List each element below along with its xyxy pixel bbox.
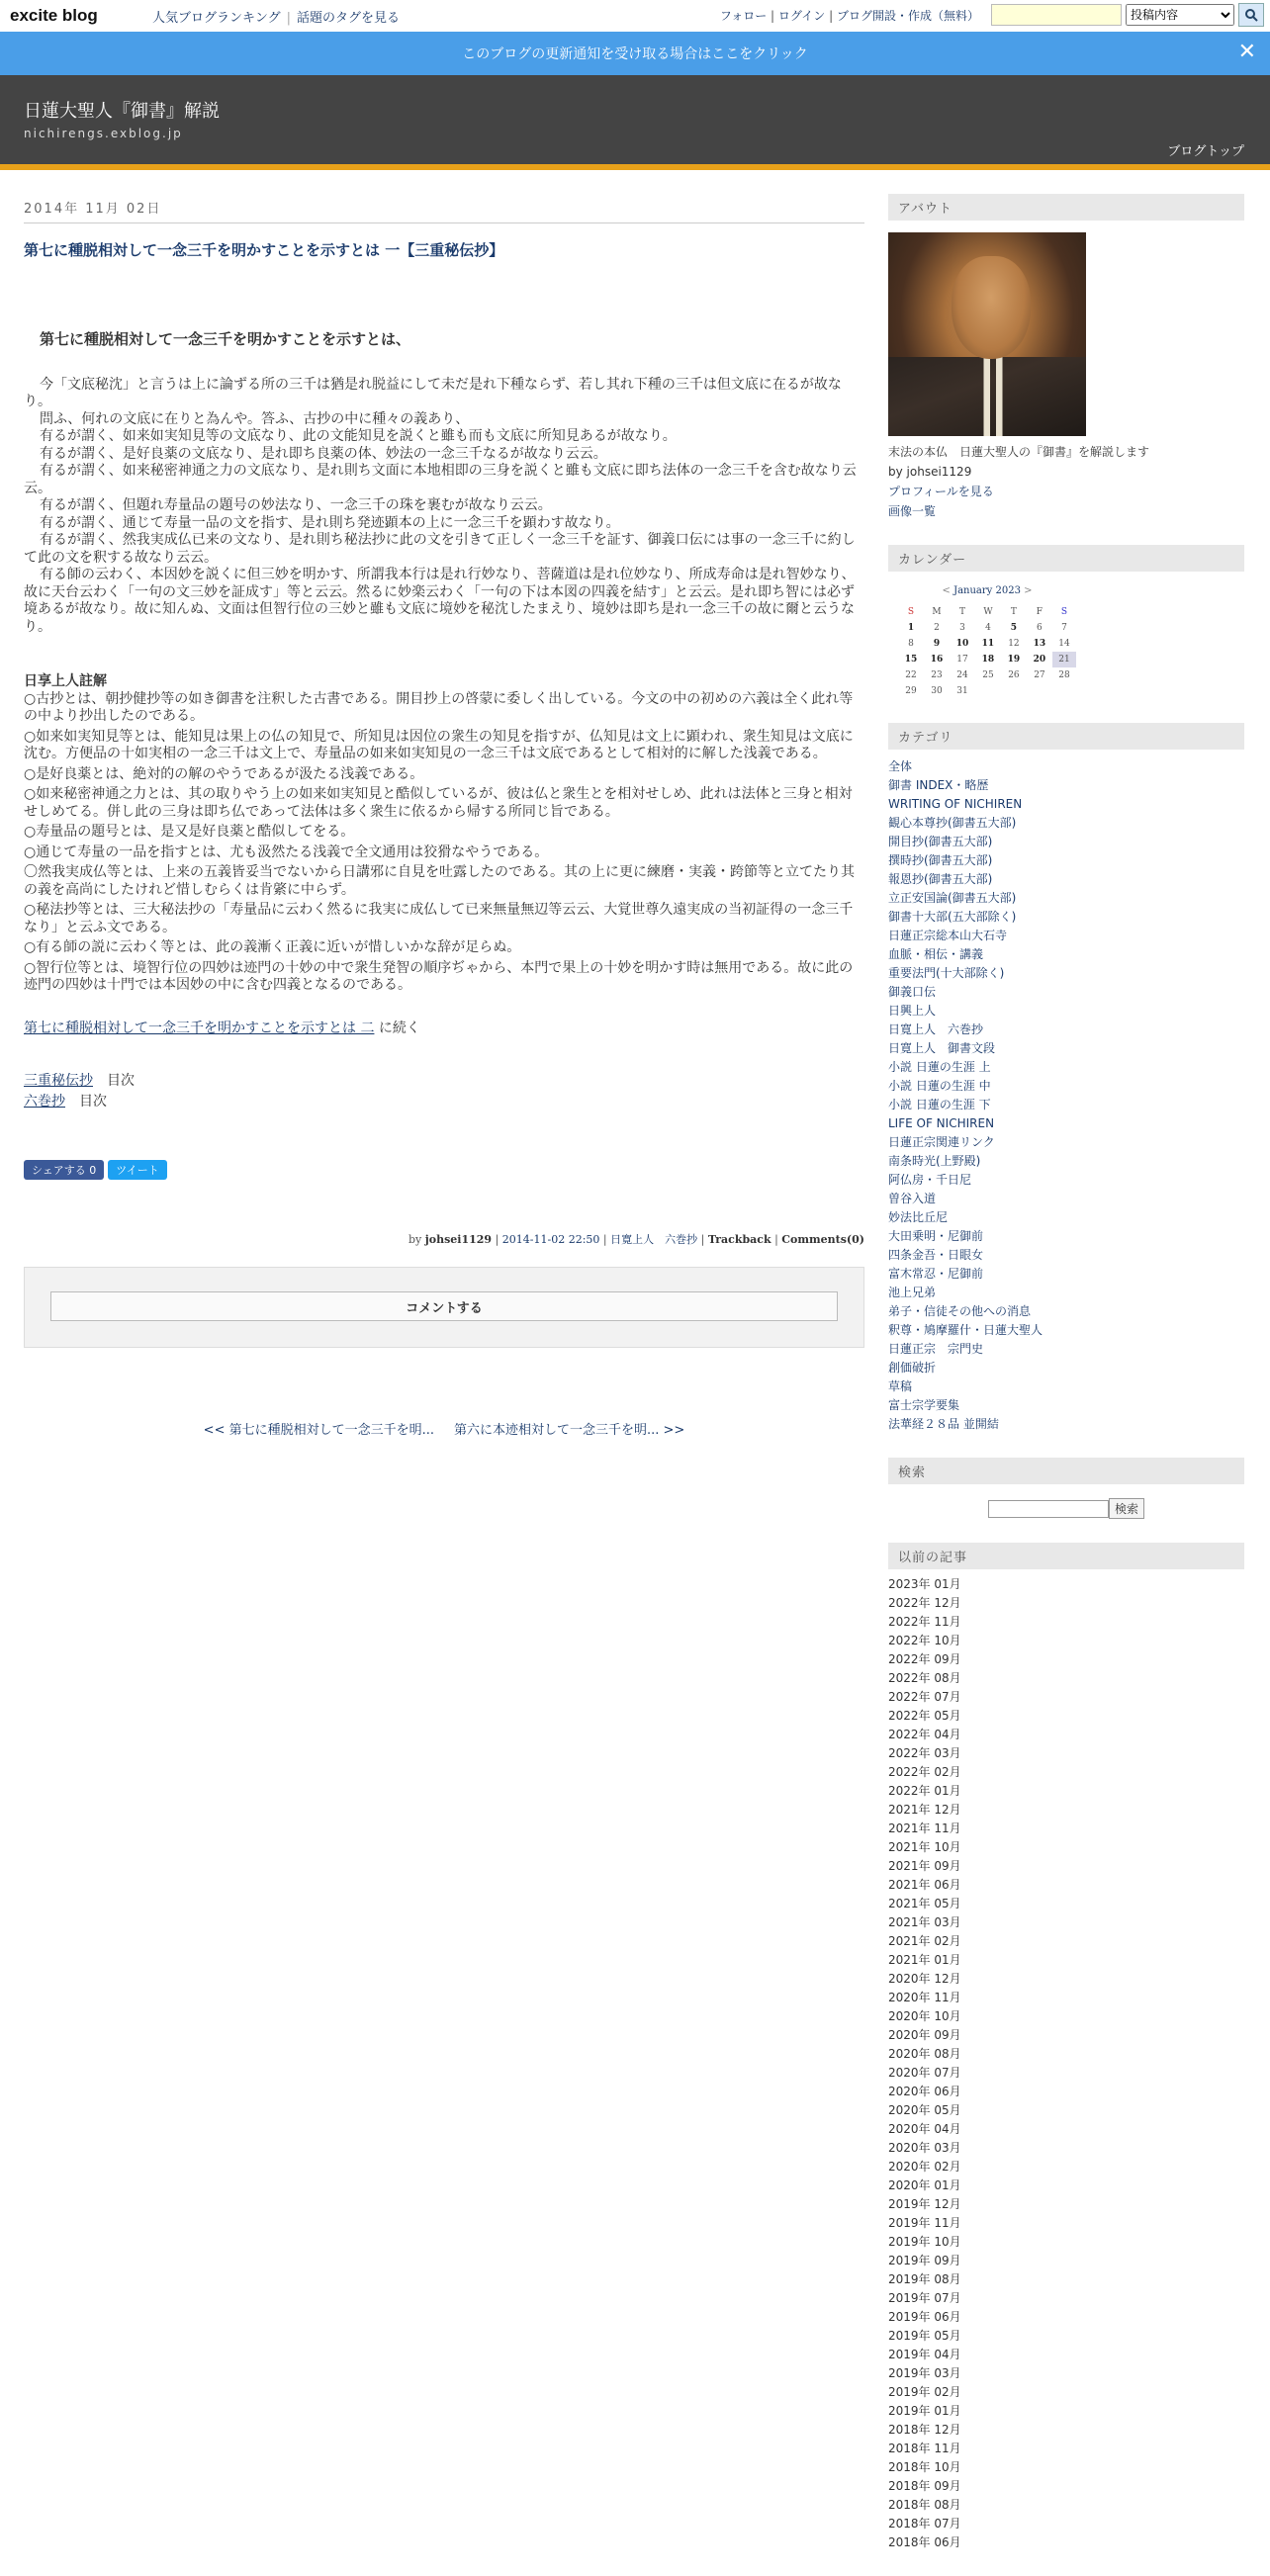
archive-item[interactable]: 2020年 06月 bbox=[888, 2085, 961, 2098]
paragraph: 有る師の云わく、本因妙を説くに但三妙を明かす、所謂我本行は是れ行妙なり、菩薩道は是れ位妙なり、所成寿命は是れ智妙なり、故に天台云わく「一句の文三妙を証成す」等と云云。然るに妙楽云わく「一句の下は本図の四義を結す」と云云。是れ即ち智には必ず境あるが故なり。故に知んぬ、文面は但智行位の三妙と雖も文底に境妙を秘沈したまえり、境妙は即ち是れ一念三千の故に爾と云うなり。 bbox=[24, 567, 856, 635]
archive-item[interactable]: 2019年 03月 bbox=[888, 2366, 961, 2380]
archive-item[interactable]: 2020年 12月 bbox=[888, 1972, 961, 1986]
sidebar-search-input[interactable] bbox=[988, 1500, 1109, 1518]
calendar-day: 3 bbox=[959, 623, 965, 633]
pager bbox=[24, 1419, 864, 1438]
archive-item[interactable]: 2018年 07月 bbox=[888, 2517, 961, 2531]
archive-item[interactable]: 2018年 10月 bbox=[888, 2460, 961, 2474]
paragraph: 有るが謂く、是好良薬の文底なり、是れ即ち良薬の体、妙法の一念三千なるが故なり云云。 bbox=[40, 445, 607, 462]
archive-box bbox=[888, 1543, 1244, 2552]
note-item: ○通じて寿量の一品を指すとは、尤も汲然たる浅義で全文通用は狡猾なやうである。 bbox=[24, 844, 549, 860]
calendar-weekday: T bbox=[1010, 607, 1017, 617]
archive-item[interactable]: 2021年 02月 bbox=[888, 1934, 961, 1948]
about-desc: 末法の本仏 日蓮大聖人の『御書』を解説します bbox=[888, 445, 1150, 459]
archive-item[interactable]: 2019年 08月 bbox=[888, 2272, 961, 2286]
archive-item[interactable]: 2020年 07月 bbox=[888, 2066, 961, 2080]
category-item[interactable]: LIFE OF NICHIREN bbox=[888, 1116, 995, 1130]
note-item: ○有る師の説に云わく等とは、此の義漸く正義に近いが惜しいかな辞が足らぬ。 bbox=[24, 939, 521, 955]
continue-link[interactable]: 第七に種脱相対して一念三千を明かすことを示すとは 二 bbox=[24, 1020, 375, 1036]
archive-title: 以前の記事 bbox=[888, 1543, 1244, 1569]
category-item[interactable]: 撰時抄(御書五大部) bbox=[888, 853, 993, 867]
archive-item[interactable]: 2021年 06月 bbox=[888, 1878, 961, 1892]
calendar-day: 28 bbox=[1058, 670, 1070, 680]
archive-item[interactable]: 2022年 03月 bbox=[888, 1746, 961, 1760]
post-body bbox=[24, 331, 864, 1112]
note-item: ○寿量品の題号とは、是又是好良薬と酷似してをる。 bbox=[24, 824, 355, 840]
archive-item[interactable]: 2020年 08月 bbox=[888, 2047, 961, 2061]
calendar-day: 12 bbox=[1008, 639, 1020, 649]
post-paragraphs bbox=[24, 377, 864, 637]
archive-item[interactable]: 2019年 07月 bbox=[888, 2291, 961, 2305]
note-item: ○是好良薬とは、絶対的の解のやうであるが汲たる浅義である。 bbox=[24, 765, 424, 782]
calendar-day[interactable]: 19 bbox=[1007, 655, 1021, 665]
archive-item[interactable]: 2022年 05月 bbox=[888, 1709, 961, 1723]
category-item[interactable]: 日興上人 bbox=[888, 1004, 937, 1018]
close-icon[interactable]: ✕ bbox=[1237, 40, 1256, 64]
category-item[interactable]: 血脈・相伝・講義 bbox=[888, 947, 984, 961]
footer-category[interactable]: 日寛上人 六巻抄 bbox=[610, 1233, 698, 1246]
archive-item[interactable]: 2022年 07月 bbox=[888, 1690, 961, 1704]
search-icon[interactable] bbox=[1238, 3, 1264, 27]
archive-item[interactable]: 2023年 01月 bbox=[888, 1577, 961, 1591]
ranking-link[interactable]: 人気ブログランキング bbox=[152, 10, 281, 26]
archive-item[interactable]: 2018年 09月 bbox=[888, 2479, 961, 2493]
category-item[interactable]: 草稿 bbox=[888, 1379, 913, 1393]
archive-item[interactable]: 2021年 09月 bbox=[888, 1859, 961, 1873]
note-item: ○智行位等とは、境智行位の四妙は迹門の十妙の中で衆生発智の順序ぢゃから、本門で果上の十妙を明かす時は無用である。故に此の迹門の四妙は十門では本因妙の中に含む四義となるのである。 bbox=[24, 959, 854, 993]
category-item[interactable]: 創価破折 bbox=[888, 1361, 937, 1375]
calendar-day: 21 bbox=[1052, 652, 1076, 667]
calendar-day: 14 bbox=[1058, 639, 1070, 649]
category-item[interactable]: 日寛上人 六巻抄 bbox=[888, 1022, 984, 1036]
blog-title[interactable]: 日蓮大聖人『御書』解説 bbox=[24, 101, 220, 122]
about-by: by johsei1129 bbox=[888, 465, 972, 479]
category-item[interactable]: 妙法比丘尼 bbox=[888, 1210, 949, 1224]
toc-link-rokkan[interactable]: 六巻抄 bbox=[24, 1094, 65, 1110]
archive-item[interactable]: 2018年 12月 bbox=[888, 2423, 961, 2437]
category-item[interactable]: 立正安国論(御書五大部) bbox=[888, 891, 1017, 905]
archive-item[interactable]: 2019年 04月 bbox=[888, 2348, 961, 2361]
archive-item[interactable]: 2021年 10月 bbox=[888, 1840, 961, 1854]
archive-item[interactable]: 2020年 11月 bbox=[888, 1991, 961, 2004]
tweet-button[interactable]: ツイート bbox=[108, 1160, 166, 1180]
sidebar-search-button[interactable]: 検索 bbox=[1109, 1498, 1144, 1519]
archive-item[interactable]: 2020年 04月 bbox=[888, 2122, 961, 2136]
archive-item[interactable]: 2021年 12月 bbox=[888, 1803, 961, 1817]
calendar-day: 27 bbox=[1034, 670, 1045, 680]
paragraph: 有るが謂く、如来秘密神通之力の文底なり、是れ則ち文面に本地相即の三身を説くと雖も文底に即ち法体の一念三千を含む故なり云云。 bbox=[24, 463, 857, 496]
note-item: 〇然我実成仏等とは、上来の五義皆妥当でないから日講邪に自見を吐露したのである。其の上に更に練磨・実義・跨節等と立てたり其の義を高尚にしたけれど惜しむらくは肯綮に中らず。 bbox=[24, 864, 855, 898]
category-item[interactable]: 小説 日蓮の生涯 中 bbox=[888, 1079, 991, 1093]
paragraph: 問ふ、何れの文底に在りと為んや。答ふ、古抄の中に種々の義あり、 bbox=[40, 410, 470, 427]
calendar-day bbox=[1001, 683, 1027, 699]
toc-suffix: 目次 bbox=[79, 1094, 107, 1110]
calendar-day: 6 bbox=[1037, 623, 1043, 633]
category-item[interactable]: 観心本尊抄(御書五大部) bbox=[888, 816, 1017, 830]
tags-link[interactable]: 話題のタグを見る bbox=[297, 10, 401, 26]
category-item[interactable]: 池上兄弟 bbox=[888, 1286, 937, 1299]
toc-suffix: 目次 bbox=[107, 1073, 135, 1089]
follow-link[interactable]: フォロー bbox=[719, 8, 768, 23]
calendar-weekday: M bbox=[932, 607, 942, 617]
category-item[interactable]: 御書 INDEX・略歴 bbox=[888, 778, 989, 792]
post-title[interactable]: 第七に種脱相対して一念三千を明かすことを示すとは 一【三重秘伝抄】 bbox=[24, 241, 504, 259]
calendar-day bbox=[975, 683, 1001, 699]
footer-by: by bbox=[408, 1233, 422, 1246]
post-heading: 第七に種脱相対して一念三千を明かすことを示すとは、 bbox=[40, 330, 411, 348]
category-box bbox=[888, 723, 1244, 1434]
top-right: フォロー | ログイン | ブログ開設・作成（無料） 投稿内容 bbox=[720, 3, 1264, 27]
archive-item[interactable]: 2022年 11月 bbox=[888, 1615, 961, 1629]
paragraph: 有るが謂く、然我実成仏已来の文なり、是れ則ち秘法抄に此の文を引きて正しく一念三千を証す、御義口伝には事の一念三千に約して此の文を釈する故なり云云。 bbox=[24, 532, 856, 566]
archive-item[interactable]: 2022年 08月 bbox=[888, 1671, 961, 1685]
calendar-weekday: W bbox=[983, 607, 993, 617]
calendar-day: 30 bbox=[931, 686, 943, 696]
calendar-day[interactable]: 9 bbox=[933, 639, 941, 649]
calendar-day: 22 bbox=[905, 670, 917, 680]
note-item: ○秘法抄等とは、三大秘法抄の「寿量品に云わく然るに我実に成仏して已来無量無辺等云云、大覚世尊久遠実成の当初証得の一念三千なり」と云ふ文である。 bbox=[24, 902, 854, 935]
footer-comments[interactable]: Comments(0) bbox=[781, 1233, 864, 1246]
category-item[interactable]: 弟子・信徒その他への消息 bbox=[888, 1304, 1032, 1318]
calendar-day[interactable]: 18 bbox=[981, 655, 995, 665]
top-links: 人気ブログランキング | 話題のタグを見る bbox=[152, 10, 401, 26]
calendar-weekday: T bbox=[958, 607, 965, 617]
category-item[interactable]: 四条金吾・日眼女 bbox=[888, 1248, 984, 1262]
sidebar bbox=[888, 194, 1244, 2576]
paragraph: 今「文底秘沈」と言うは上に論ずる所の三千は猶是れ脱益にして未だ是れ下種ならず、若し其れ下種の三千は但文底に在るが故なり。 bbox=[24, 376, 842, 409]
calendar-weekday: S bbox=[907, 607, 915, 617]
paragraph: 有るが謂く、通じて寿量一品の文を指す、是れ則ち発迹顕本の上に一念三千を顕わす故なり。 bbox=[40, 514, 620, 531]
blog-top-link[interactable]: ブログトップ bbox=[1167, 144, 1244, 159]
create-blog-link[interactable]: ブログ開設・作成（無料） bbox=[836, 8, 979, 23]
category-item[interactable]: 小説 日蓮の生涯 上 bbox=[888, 1060, 991, 1074]
profile-link[interactable]: プロフィールを見る bbox=[888, 485, 994, 498]
category-item[interactable]: 日蓮正宗総本山大石寺 bbox=[888, 929, 1008, 942]
main-column bbox=[24, 198, 864, 1438]
archive-item[interactable]: 2022年 10月 bbox=[888, 1634, 961, 1647]
archive-item[interactable]: 2018年 08月 bbox=[888, 2498, 961, 2512]
calendar-title: カレンダー bbox=[888, 545, 1244, 572]
calendar-day[interactable]: 10 bbox=[955, 639, 969, 649]
calendar-day bbox=[1027, 683, 1052, 699]
paragraph: 有るが謂く、但題れ寿量品の題号の妙法なり、一念三千の珠を裹むが故なり云云。 bbox=[40, 497, 552, 513]
archive-item[interactable]: 2020年 05月 bbox=[888, 2103, 961, 2117]
archive-item[interactable]: 2020年 01月 bbox=[888, 2178, 961, 2192]
archive-item[interactable]: 2021年 03月 bbox=[888, 1915, 961, 1929]
category-item[interactable]: 報恩抄(御書五大部) bbox=[888, 872, 993, 886]
blog-header bbox=[0, 75, 1270, 170]
notes bbox=[24, 691, 864, 995]
calendar-day: 17 bbox=[956, 655, 968, 665]
category-item[interactable]: 全体 bbox=[888, 759, 913, 773]
calendar-weekday: F bbox=[1036, 607, 1043, 617]
calendar-day: 4 bbox=[985, 623, 991, 633]
calendar-day[interactable]: 15 bbox=[904, 655, 918, 665]
category-item[interactable]: 開目抄(御書五大部) bbox=[888, 835, 993, 848]
top-bar bbox=[0, 0, 1270, 33]
about-title: アバウト bbox=[888, 194, 1244, 221]
archive-item[interactable]: 2018年 11月 bbox=[888, 2442, 961, 2455]
archive-item[interactable]: 2019年 06月 bbox=[888, 2310, 961, 2324]
archive-item[interactable]: 2019年 02月 bbox=[888, 2385, 961, 2399]
archive-item[interactable]: 2019年 10月 bbox=[888, 2235, 961, 2249]
category-title: カテゴリ bbox=[888, 723, 1244, 750]
note-item: ○古抄とは、朝抄健抄等の如き御書を注釈した古書である。開目抄上の啓蒙に委しく出している。今文の中の初めの六義は全く此れ等の中より抄出したのである。 bbox=[24, 690, 854, 724]
category-item[interactable]: 釈尊・鳩摩羅什・日蓮大聖人 bbox=[888, 1323, 1043, 1337]
archive-item[interactable]: 2018年 06月 bbox=[888, 2535, 961, 2549]
category-item[interactable]: 阿仏房・千日尼 bbox=[888, 1173, 972, 1187]
calendar-day: 8 bbox=[908, 639, 914, 649]
calendar-day: 7 bbox=[1061, 623, 1067, 633]
category-item[interactable]: 南条時光(上野殿) bbox=[888, 1154, 981, 1168]
login-link[interactable]: ログイン bbox=[777, 8, 826, 23]
archive-item[interactable]: 2019年 05月 bbox=[888, 2329, 961, 2343]
archive-item[interactable]: 2020年 03月 bbox=[888, 2141, 961, 2155]
calendar-day: 29 bbox=[905, 686, 917, 696]
calendar-next[interactable]: > bbox=[1024, 585, 1033, 596]
calendar-table bbox=[898, 604, 1076, 699]
category-item[interactable]: 富木常忍・尼御前 bbox=[888, 1267, 984, 1281]
archive-item[interactable]: 2021年 05月 bbox=[888, 1897, 961, 1910]
calendar-day: 26 bbox=[1008, 670, 1020, 680]
calendar-day[interactable]: 11 bbox=[981, 639, 995, 649]
calendar-prev[interactable]: < bbox=[942, 585, 951, 596]
archive-item[interactable]: 2020年 02月 bbox=[888, 2160, 961, 2174]
search-box bbox=[888, 1458, 1244, 1519]
category-item[interactable]: 御義口伝 bbox=[888, 985, 937, 999]
archive-item[interactable]: 2022年 09月 bbox=[888, 1652, 961, 1666]
category-item[interactable]: 小説 日蓮の生涯 下 bbox=[888, 1098, 991, 1111]
search-title: 検索 bbox=[888, 1458, 1244, 1484]
prev-post-link[interactable]: << 第七に種脱相対して一念三千を明... bbox=[203, 1423, 434, 1438]
post-date: 2014年 11月 02日 bbox=[24, 198, 864, 223]
calendar-day: 25 bbox=[982, 670, 994, 680]
calendar-day[interactable]: 13 bbox=[1033, 639, 1046, 649]
archive-item[interactable]: 2019年 11月 bbox=[888, 2216, 961, 2230]
category-item[interactable]: WRITING OF NICHIREN bbox=[888, 797, 1023, 811]
continue-line bbox=[24, 1021, 864, 1038]
category-item[interactable]: 大田乗明・尼御前 bbox=[888, 1229, 984, 1243]
footer-trackback[interactable]: Trackback bbox=[707, 1233, 771, 1246]
archive-list bbox=[888, 1575, 1244, 2552]
calendar-day bbox=[1052, 683, 1076, 699]
search-scope-select[interactable] bbox=[1126, 4, 1234, 26]
calendar-month: January 2023 bbox=[953, 585, 1021, 596]
calendar-day: 23 bbox=[931, 670, 943, 680]
profile-image[interactable] bbox=[888, 232, 1086, 436]
archive-item[interactable]: 2022年 01月 bbox=[888, 1784, 961, 1798]
calendar-day[interactable]: 1 bbox=[907, 623, 915, 633]
about-box bbox=[888, 194, 1244, 521]
top-search-input[interactable] bbox=[991, 4, 1122, 26]
calendar-day[interactable]: 16 bbox=[930, 655, 944, 665]
share-buttons bbox=[24, 1160, 864, 1180]
footer-author[interactable]: johsei1129 bbox=[424, 1233, 493, 1246]
calendar-box bbox=[888, 545, 1244, 699]
category-item[interactable]: 日蓮正宗 宗門史 bbox=[888, 1342, 984, 1356]
blog-url: nichirengs.exblog.jp bbox=[24, 127, 183, 140]
category-item[interactable]: 御書十大部(五大部除く) bbox=[888, 910, 1017, 924]
calendar-day: 24 bbox=[956, 670, 968, 680]
archive-item[interactable]: 2019年 01月 bbox=[888, 2404, 961, 2418]
notes-title: 日享上人註解 bbox=[24, 673, 107, 689]
update-notice-bar[interactable] bbox=[0, 32, 1270, 75]
category-list bbox=[888, 757, 1244, 1434]
update-notice-text[interactable]: このブログの更新通知を受け取る場合はここをクリック bbox=[462, 46, 808, 62]
note-item: ○如来秘密神通之力とは、其の取りやう上の如来如実知見と酷似しているが、彼は仏と衆生とを相対せしめ、此れは法体と三身と相対せしめてる。併し此の三身は即ち仏であって法体は多く衆生に依るから帰する所同じ旨である。 bbox=[24, 786, 853, 820]
calendar-day: 2 bbox=[934, 623, 940, 633]
archive-item[interactable]: 2020年 09月 bbox=[888, 2028, 961, 2042]
archive-item[interactable]: 2019年 12月 bbox=[888, 2197, 961, 2211]
image-list-link[interactable]: 画像一覧 bbox=[888, 504, 937, 518]
calendar-weekday: S bbox=[1060, 607, 1068, 617]
category-item[interactable]: 富士宗学要集 bbox=[888, 1398, 960, 1412]
category-item[interactable]: 法華経２８品 並開結 bbox=[888, 1417, 999, 1431]
excite-blog-logo[interactable]: excite blog bbox=[10, 6, 98, 25]
comment-button[interactable]: コメントする bbox=[50, 1291, 838, 1321]
category-item[interactable]: 重要法門(十大部除く) bbox=[888, 966, 1005, 980]
footer-datetime[interactable]: 2014-11-02 22:50 bbox=[501, 1233, 600, 1246]
continue-suffix: に続く bbox=[378, 1020, 420, 1036]
archive-item[interactable]: 2022年 04月 bbox=[888, 1728, 961, 1741]
paragraph: 有るが謂く、如来如実知見等の文底なり、此の文能知見を説くと雖も而も文底に所知見あるが故なり。 bbox=[40, 428, 677, 444]
category-item[interactable]: 曽谷入道 bbox=[888, 1192, 937, 1205]
archive-item[interactable]: 2021年 11月 bbox=[888, 1821, 961, 1835]
category-item[interactable]: 日蓮正宗関連リンク bbox=[888, 1135, 995, 1149]
post-footer: by johsei1129 | 2014-11-02 22:50 | 日寛上人 六巻抄 | Trackback | Comments(0) bbox=[408, 1233, 864, 1246]
next-post-link[interactable]: 第六に本迹相対して一念三千を明... >> bbox=[454, 1423, 685, 1438]
toc-link-sanju[interactable]: 三重秘伝抄 bbox=[24, 1073, 93, 1089]
calendar-day[interactable]: 20 bbox=[1033, 655, 1046, 665]
calendar-day[interactable]: 5 bbox=[1010, 623, 1018, 633]
archive-item[interactable]: 2022年 02月 bbox=[888, 1765, 961, 1779]
archive-item[interactable]: 2022年 12月 bbox=[888, 1596, 961, 1610]
calendar-day: 31 bbox=[956, 686, 968, 696]
category-item[interactable]: 日寛上人 御書文段 bbox=[888, 1041, 996, 1055]
archive-item[interactable]: 2020年 10月 bbox=[888, 2009, 961, 2023]
calendar bbox=[898, 585, 1076, 699]
archive-item[interactable]: 2019年 09月 bbox=[888, 2254, 961, 2267]
comment-box bbox=[24, 1267, 864, 1348]
archive-item[interactable]: 2021年 01月 bbox=[888, 1953, 961, 1967]
toc-links bbox=[24, 1071, 864, 1112]
facebook-share-button[interactable]: シェアする 0 bbox=[24, 1160, 104, 1180]
note-item: ○如来如実知見等とは、能知見は果上の仏の知見で、所知見は因位の衆生の知見を指すが、仏知見は文上に顕われ、衆生知見は文底に沈む。方便品の十如実相の一念三千は文上で、寿量品の如来如実知見の一念三千は文底であるとして相対的に解した浅義である。 bbox=[24, 728, 854, 761]
